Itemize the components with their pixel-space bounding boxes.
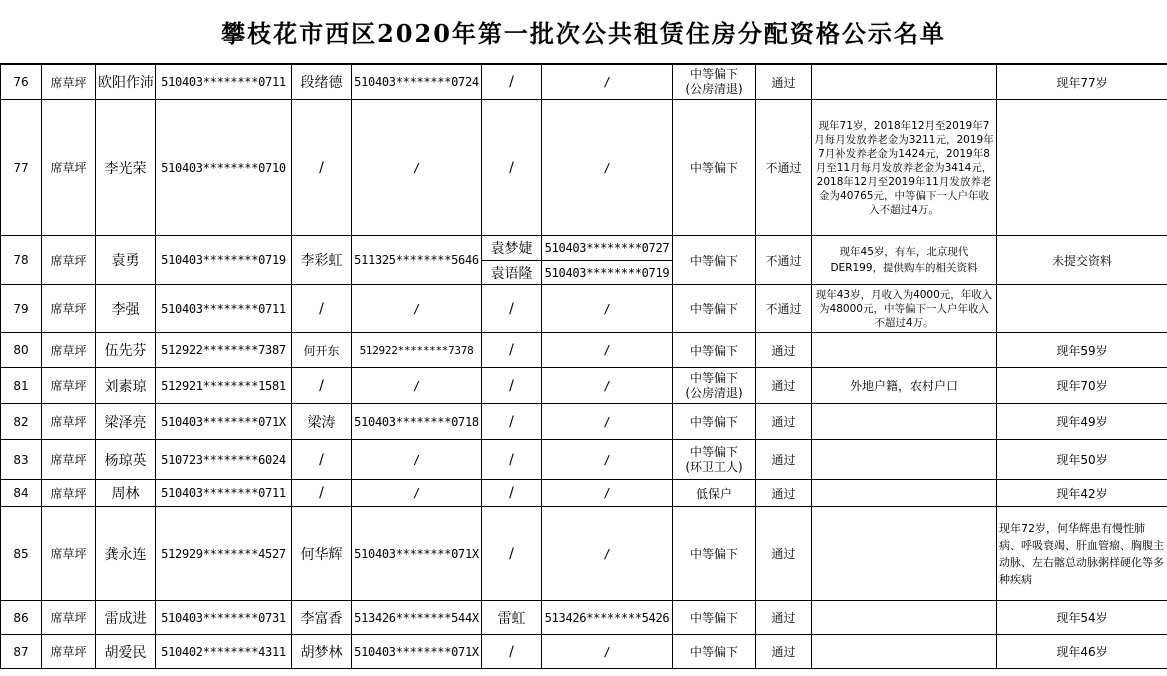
page-title: 攀枝花市西区2020年第一批次公共租赁住房分配资格公示名单: [0, 0, 1167, 64]
table-row: [1, 440, 1167, 480]
applicant-name: 龚永连: [96, 507, 156, 601]
reason: [812, 333, 997, 368]
remark: 现年46岁: [997, 635, 1167, 669]
result: 通过: [756, 404, 812, 440]
table-row: [1, 507, 1167, 601]
member-id: /: [542, 507, 673, 601]
table-row: [1, 480, 1167, 507]
spouse-id: 510403********0718: [352, 404, 482, 440]
spouse-id: /: [352, 368, 482, 404]
remark: 未提交资料: [997, 236, 1167, 285]
area: 席草坪: [42, 368, 96, 404]
area: 席草坪: [42, 404, 96, 440]
spouse-name: 段绪德: [292, 65, 352, 100]
category: 中等偏下 (环卫工人): [673, 440, 756, 480]
allocation-table: [0, 64, 1167, 669]
spouse-name: /: [292, 368, 352, 404]
reason: 现年45岁，有车，北京现代DER199，提供购车的相关资料: [812, 236, 997, 285]
member-name: 袁语隆: [482, 261, 542, 285]
member-id: /: [542, 100, 673, 236]
remark: 现年54岁: [997, 601, 1167, 635]
table-row: [1, 635, 1167, 669]
spouse-id: 510403********0724: [352, 65, 482, 100]
category: 中等偏下: [673, 635, 756, 669]
member-name: /: [482, 440, 542, 480]
remark: 现年59岁: [997, 333, 1167, 368]
spouse-name: 胡梦林: [292, 635, 352, 669]
member-name: /: [482, 285, 542, 333]
applicant-name: 雷成进: [96, 601, 156, 635]
member-id: /: [542, 65, 673, 100]
member-name: /: [482, 368, 542, 404]
row-number: 76: [1, 65, 42, 100]
area: 席草坪: [42, 601, 96, 635]
applicant-id: 510403********071X: [156, 404, 292, 440]
remark: 现年49岁: [997, 404, 1167, 440]
member-id: /: [542, 404, 673, 440]
remark: 现年42岁: [997, 480, 1167, 507]
spouse-id: 510403********071X: [352, 635, 482, 669]
spouse-name: 何开东: [292, 333, 352, 368]
member-name: /: [482, 480, 542, 507]
spouse-name: /: [292, 100, 352, 236]
member-name: 雷虹: [482, 601, 542, 635]
applicant-id: 512922********7387: [156, 333, 292, 368]
applicant-name: 李强: [96, 285, 156, 333]
applicant-name: 胡爱民: [96, 635, 156, 669]
category: 中等偏下 (公房清退): [673, 65, 756, 100]
result: 通过: [756, 333, 812, 368]
member-name: /: [482, 100, 542, 236]
member-id: 510403********0719: [542, 261, 673, 285]
member-id: 510403********0727: [542, 236, 673, 261]
category: 中等偏下: [673, 507, 756, 601]
table-row: [1, 100, 1167, 236]
applicant-id: 510402********4311: [156, 635, 292, 669]
reason: [812, 480, 997, 507]
row-number: 80: [1, 333, 42, 368]
spouse-name: 何华辉: [292, 507, 352, 601]
spouse-name: 梁涛: [292, 404, 352, 440]
applicant-id: 510403********0731: [156, 601, 292, 635]
remark: [997, 285, 1167, 333]
spouse-id: /: [352, 480, 482, 507]
member-id: /: [542, 635, 673, 669]
category: 中等偏下: [673, 100, 756, 236]
result: 通过: [756, 440, 812, 480]
member-id: /: [542, 480, 673, 507]
applicant-name: 刘素琼: [96, 368, 156, 404]
spouse-id: /: [352, 285, 482, 333]
result: 不通过: [756, 236, 812, 285]
reason: [812, 635, 997, 669]
applicant-name: 欧阳作沛: [96, 65, 156, 100]
member-id: /: [542, 285, 673, 333]
area: 席草坪: [42, 236, 96, 285]
table-row: [1, 404, 1167, 440]
result: 通过: [756, 65, 812, 100]
remark: 现年50岁: [997, 440, 1167, 480]
applicant-id: 510403********0719: [156, 236, 292, 285]
member-id: /: [542, 368, 673, 404]
reason: [812, 65, 997, 100]
row-number: 84: [1, 480, 42, 507]
table-row: [1, 601, 1167, 635]
result: 不通过: [756, 100, 812, 236]
result: 通过: [756, 601, 812, 635]
area: 席草坪: [42, 333, 96, 368]
applicant-id: 510723********6024: [156, 440, 292, 480]
row-number: 83: [1, 440, 42, 480]
result: 通过: [756, 635, 812, 669]
area: 席草坪: [42, 100, 96, 236]
row-number: 86: [1, 601, 42, 635]
applicant-name: 伍先芬: [96, 333, 156, 368]
applicant-id: 510403********0711: [156, 65, 292, 100]
spouse-id: 510403********071X: [352, 507, 482, 601]
table-row: [1, 65, 1167, 100]
table-row: [1, 236, 1167, 261]
row-number: 78: [1, 236, 42, 285]
member-name: /: [482, 635, 542, 669]
reason: [812, 440, 997, 480]
category: 低保户: [673, 480, 756, 507]
category: 中等偏下: [673, 333, 756, 368]
member-name: 袁梦婕: [482, 236, 542, 261]
applicant-name: 李光荣: [96, 100, 156, 236]
category: 中等偏下: [673, 404, 756, 440]
applicant-id: 510403********0711: [156, 285, 292, 333]
row-number: 81: [1, 368, 42, 404]
applicant-id: 512929********4527: [156, 507, 292, 601]
reason: 现年43岁，月收入为4000元，年收入为48000元，中等偏下一人户年收入不超过4万。: [812, 285, 997, 333]
category: 中等偏下: [673, 601, 756, 635]
reason: 现年71岁，2018年12月至2019年7月每月发放养老金为3211元，2019年7月补发养老金为1424元，2019年8月至11月每月发放养老金为3414元，2018年12月至2019年11月发放养老金为40765元，中等偏下一人户年收入不超过4万。: [812, 100, 997, 236]
applicant-name: 周林: [96, 480, 156, 507]
category: 中等偏下: [673, 236, 756, 285]
member-name: /: [482, 507, 542, 601]
area: 席草坪: [42, 285, 96, 333]
row-number: 77: [1, 100, 42, 236]
applicant-name: 袁勇: [96, 236, 156, 285]
row-number: 82: [1, 404, 42, 440]
table-row: [1, 368, 1167, 404]
member-name: /: [482, 65, 542, 100]
spouse-name: 李富香: [292, 601, 352, 635]
member-id: /: [542, 333, 673, 368]
remark: 现年72岁，何华辉患有慢性肺病、呼吸衰竭、肝血管瘤、胸腹主动脉、左右髂总动脉粥样硬化等多种疾病: [997, 507, 1167, 601]
spouse-name: /: [292, 440, 352, 480]
reason: [812, 601, 997, 635]
area: 席草坪: [42, 635, 96, 669]
reason: [812, 507, 997, 601]
spouse-id: /: [352, 440, 482, 480]
member-name: /: [482, 404, 542, 440]
reason: 外地户籍，农村户口: [812, 368, 997, 404]
spouse-id: 511325********5646: [352, 236, 482, 285]
applicant-name: 杨琼英: [96, 440, 156, 480]
applicant-id: 512921********1581: [156, 368, 292, 404]
applicant-name: 梁泽亮: [96, 404, 156, 440]
spouse-id: /: [352, 100, 482, 236]
row-number: 87: [1, 635, 42, 669]
spouse-id: 513426********544X: [352, 601, 482, 635]
area: 席草坪: [42, 507, 96, 601]
result: 通过: [756, 480, 812, 507]
area: 席草坪: [42, 480, 96, 507]
area: 席草坪: [42, 65, 96, 100]
member-name: /: [482, 333, 542, 368]
table-row: [1, 333, 1167, 368]
result: 通过: [756, 507, 812, 601]
category: 中等偏下 (公房清退): [673, 368, 756, 404]
remark: [997, 100, 1167, 236]
row-number: 79: [1, 285, 42, 333]
table-row: [1, 285, 1167, 333]
member-id: /: [542, 440, 673, 480]
spouse-name: 李彩虹: [292, 236, 352, 285]
spouse-name: /: [292, 285, 352, 333]
applicant-id: 510403********0710: [156, 100, 292, 236]
category: 中等偏下: [673, 285, 756, 333]
result: 通过: [756, 368, 812, 404]
member-id: 513426********5426: [542, 601, 673, 635]
remark: 现年77岁: [997, 65, 1167, 100]
remark: 现年70岁: [997, 368, 1167, 404]
applicant-id: 510403********0711: [156, 480, 292, 507]
result: 不通过: [756, 285, 812, 333]
row-number: 85: [1, 507, 42, 601]
area: 席草坪: [42, 440, 96, 480]
spouse-name: /: [292, 480, 352, 507]
spouse-id: 512922********7378: [352, 333, 482, 368]
reason: [812, 404, 997, 440]
